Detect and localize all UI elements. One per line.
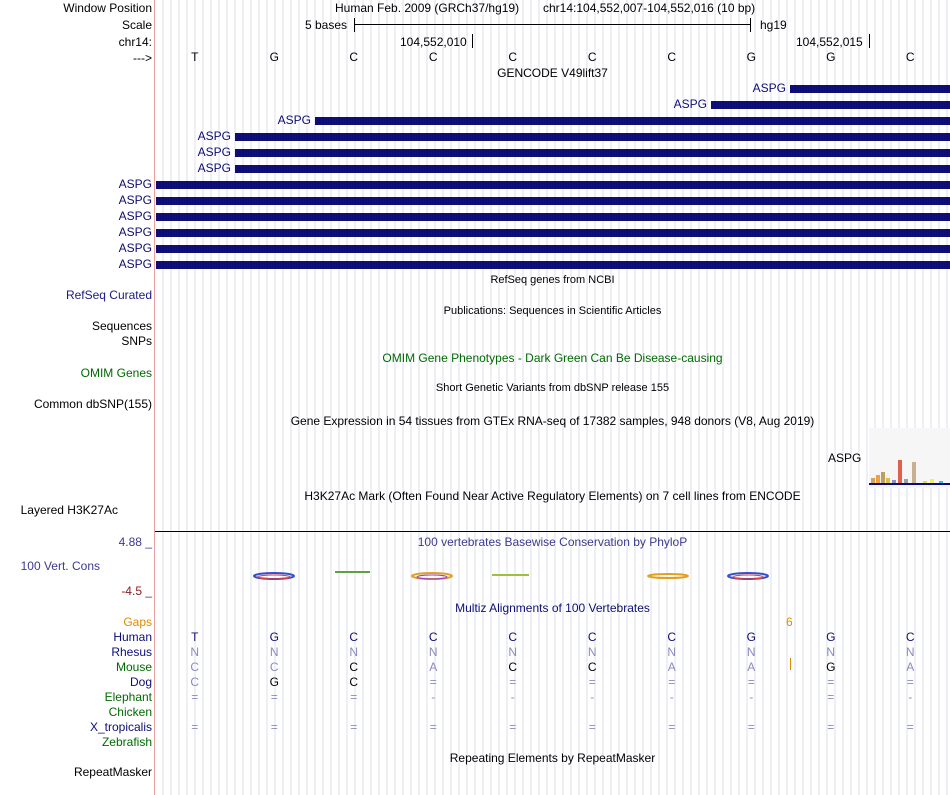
db-text: hg19 xyxy=(760,18,787,32)
base-letter: T xyxy=(191,50,199,64)
alignment-base: T xyxy=(191,630,199,644)
gene-transcript-bar[interactable] xyxy=(156,181,950,189)
gap-marker xyxy=(790,658,791,670)
assembly-text: Human Feb. 2009 (GRCh37/hg19) xyxy=(335,1,520,15)
alignment-base: C xyxy=(508,660,518,674)
scale-text: 5 bases xyxy=(305,18,348,32)
phylop-track-title: 100 vertebrates Basewise Conservation by PhyloP xyxy=(417,535,688,549)
alignment-base: C xyxy=(667,630,677,644)
species-label[interactable]: Mouse xyxy=(115,660,152,674)
gene-transcript-bar[interactable] xyxy=(711,101,950,109)
alignment-base: = xyxy=(509,720,517,734)
base-letter: G xyxy=(826,50,836,64)
gene-label[interactable]: ASPG xyxy=(118,225,152,239)
base-letter: C xyxy=(587,50,597,64)
gene-label[interactable]: ASPG xyxy=(118,177,152,191)
alignment-base: = xyxy=(350,690,358,704)
gtex-gene-label[interactable]: ASPG xyxy=(828,451,862,465)
alignment-base: N xyxy=(428,645,438,659)
alignment-base: A xyxy=(429,660,438,674)
omim-genes-label[interactable]: OMIM Genes xyxy=(80,366,152,380)
scale-bar-left-tick xyxy=(354,18,355,32)
alignment-base: N xyxy=(587,645,597,659)
gap-count: 6 xyxy=(786,615,793,629)
base-letter: C xyxy=(428,50,438,64)
alignment-base: G xyxy=(826,660,836,674)
publications-track-title: Publications: Sequences in Scientific Articles xyxy=(443,305,662,317)
alignment-base: C xyxy=(190,675,200,689)
gene-transcript-bar[interactable] xyxy=(235,133,950,141)
alignment-base: = xyxy=(588,675,596,689)
coordinate-label: 104,552,015 xyxy=(796,35,863,49)
alignment-base: C xyxy=(349,660,359,674)
alignment-base: N xyxy=(826,645,836,659)
gencode-track-title[interactable]: GENCODE V49lift37 xyxy=(497,66,608,80)
base-letter: C xyxy=(508,50,518,64)
gtex-track-title: Gene Expression in 54 tissues from GTEx RNA-seq of 17382 samples, 948 donors (V8, Aug 2019) xyxy=(290,414,815,428)
repeatmasker-track-title: Repeating Elements by RepeatMasker xyxy=(449,751,656,765)
gene-label[interactable]: ASPG xyxy=(118,193,152,207)
species-label[interactable]: Human xyxy=(113,630,152,644)
alignment-base: = xyxy=(509,675,517,689)
gene-label[interactable]: ASPG xyxy=(197,161,231,175)
cons-min-label: -4.5 _ xyxy=(121,584,152,598)
alignment-base: A xyxy=(747,660,756,674)
gene-label[interactable]: ASPG xyxy=(277,113,311,127)
gene-transcript-bar[interactable] xyxy=(156,197,950,205)
alignment-base: = xyxy=(429,675,437,689)
alignment-base: = xyxy=(270,690,278,704)
alignment-base: A xyxy=(906,660,915,674)
alignment-base: G xyxy=(269,630,279,644)
alignment-base: C xyxy=(508,630,518,644)
alignment-base: C xyxy=(428,630,438,644)
gene-label[interactable]: ASPG xyxy=(118,241,152,255)
gene-label[interactable]: ASPG xyxy=(197,145,231,159)
phylop-wiggle[interactable] xyxy=(155,566,950,586)
omim-track-title: OMIM Gene Phenotypes - Dark Green Can Be Disease-causing xyxy=(382,351,723,365)
alignment-base: C xyxy=(349,630,359,644)
alignment-base: C xyxy=(269,660,279,674)
alignment-base: C xyxy=(190,660,200,674)
species-label[interactable]: Dog xyxy=(129,675,152,689)
base-letter: C xyxy=(905,50,915,64)
alignment-base: N xyxy=(349,645,359,659)
alignment-base: = xyxy=(906,675,914,689)
species-label[interactable]: Chicken xyxy=(108,705,152,719)
h3k27ac-track-title: H3K27Ac Mark (Often Found Near Active Regulatory Elements) on 7 cell lines from ENCODE xyxy=(304,489,801,503)
alignment-base: N xyxy=(508,645,518,659)
cons-max-label: 4.88 _ xyxy=(118,535,152,549)
gene-transcript-bar[interactable] xyxy=(235,165,950,173)
coordinate-tick xyxy=(472,34,473,48)
alignment-base: G xyxy=(746,630,756,644)
scale-label[interactable]: Scale xyxy=(121,18,152,32)
gene-transcript-bar[interactable] xyxy=(315,117,950,125)
gene-label[interactable]: ASPG xyxy=(752,81,786,95)
base-letter: G xyxy=(746,50,756,64)
window-position-label[interactable]: Window Position xyxy=(63,1,152,15)
position-text: chr14:104,552,007-104,552,016 (10 bp) xyxy=(543,1,756,15)
alignment-base: = xyxy=(191,690,199,704)
coordinate-label: 104,552,010 xyxy=(400,35,467,49)
alignment-base: N xyxy=(269,645,279,659)
gene-transcript-bar[interactable] xyxy=(235,149,950,157)
repeatmasker-label[interactable]: RepeatMasker xyxy=(73,765,152,779)
alignment-base: - xyxy=(510,690,515,704)
alignment-base: = xyxy=(668,720,676,734)
strand-arrow-label[interactable]: ---> xyxy=(133,51,152,65)
alignment-base: = xyxy=(827,720,835,734)
alignment-base: = xyxy=(429,720,437,734)
phylop-logo xyxy=(254,572,768,579)
sequences-label[interactable]: Sequences xyxy=(91,319,152,333)
alignment-base: = xyxy=(270,720,278,734)
species-label[interactable]: Zebrafish xyxy=(101,735,152,749)
alignment-base: N xyxy=(905,645,915,659)
alignment-base: N xyxy=(667,645,677,659)
alignment-base: - xyxy=(908,690,913,704)
alignment-base: - xyxy=(749,690,754,704)
alignment-base: G xyxy=(826,630,836,644)
alignment-base: - xyxy=(669,690,674,704)
gene-transcript-bar[interactable] xyxy=(156,213,950,221)
gtex-bar-chart[interactable] xyxy=(869,428,950,488)
alignment-base: = xyxy=(668,675,676,689)
base-letter: G xyxy=(269,50,279,64)
refseq-track-title: RefSeq genes from NCBI xyxy=(490,274,615,286)
refseq-curated-label[interactable]: RefSeq Curated xyxy=(65,288,152,302)
alignment-base: G xyxy=(269,675,279,689)
scale-bar-right-tick xyxy=(750,18,751,32)
gene-label[interactable]: ASPG xyxy=(197,129,231,143)
alignment-base: C xyxy=(587,660,597,674)
alignment-base: - xyxy=(590,690,595,704)
species-label[interactable]: X_tropicalis xyxy=(89,720,152,734)
species-label[interactable]: Elephant xyxy=(104,690,152,704)
base-letter: C xyxy=(667,50,677,64)
snps-label[interactable]: SNPs xyxy=(121,334,152,348)
gene-label[interactable]: ASPG xyxy=(118,257,152,271)
alignment-base: = xyxy=(906,720,914,734)
common-dbsnp-label[interactable]: Common dbSNP(155) xyxy=(33,397,152,411)
base-letter: C xyxy=(349,50,359,64)
scale-bar xyxy=(354,24,751,25)
alignment-base: = xyxy=(827,690,835,704)
alignment-base: = xyxy=(350,720,358,734)
vert-cons-label[interactable]: 100 Vert. Cons xyxy=(20,559,100,573)
gene-transcript-bar[interactable] xyxy=(156,229,950,237)
alignment-base: N xyxy=(746,645,756,659)
alignment-base: C xyxy=(587,630,597,644)
alignment-base: A xyxy=(667,660,676,674)
h3k27ac-baseline xyxy=(155,531,950,532)
gene-transcript-bar[interactable] xyxy=(156,245,950,253)
alignment-base: = xyxy=(747,720,755,734)
chrom-label[interactable]: chr14: xyxy=(118,35,152,49)
gene-transcript-bar[interactable] xyxy=(156,261,950,269)
alignment-base: = xyxy=(747,675,755,689)
alignment-base: = xyxy=(588,720,596,734)
gaps-label[interactable]: Gaps xyxy=(123,615,152,629)
alignment-base: = xyxy=(191,720,199,734)
dbsnp-track-title: Short Genetic Variants from dbSNP release 155 xyxy=(435,382,670,394)
alignment-base: C xyxy=(349,675,359,689)
alignment-base: N xyxy=(190,645,200,659)
gene-label[interactable]: ASPG xyxy=(118,209,152,223)
multiz-track-title: Multiz Alignments of 100 Vertebrates xyxy=(455,601,650,615)
alignment-base: - xyxy=(431,690,436,704)
gene-transcript-bar[interactable] xyxy=(790,85,950,93)
alignment-base: C xyxy=(905,630,915,644)
layered-h3k27ac-label[interactable]: Layered H3K27Ac xyxy=(20,503,118,517)
alignment-base: = xyxy=(827,675,835,689)
coordinate-tick xyxy=(869,34,870,48)
gene-label[interactable]: ASPG xyxy=(673,97,707,111)
species-label[interactable]: Rhesus xyxy=(111,645,152,659)
